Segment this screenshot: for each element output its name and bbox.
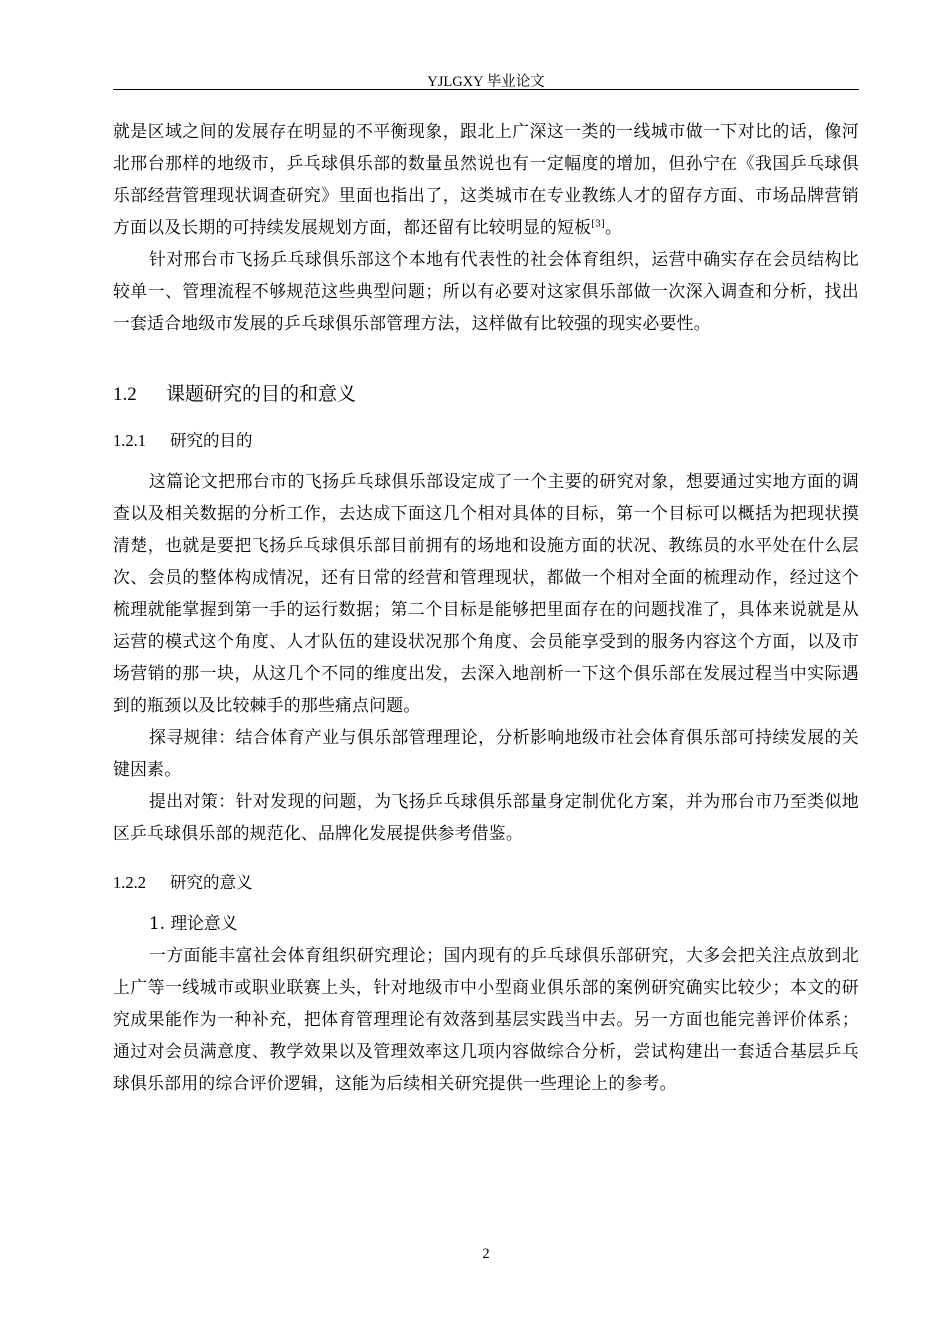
- paragraph-countermeasures: 提出对策：针对发现的问题，为飞扬乒乓球俱乐部量身定制优化方案，并为邢台市乃至类似地区乒乓球俱乐部的规范化、品牌化发展提供参考借鉴。: [113, 791, 859, 843]
- paragraph-continued: [113, 115, 859, 243]
- paragraph-text: 就是区域之间的发展存在明显的不平衡现象，跟北上广深这一类的一线城市做一下对比的话，像河北邢台那样的地级市，乒乓球俱乐部的数量虽然说也有一定幅度的增加，但孙宁在《我国乒乓球俱乐部经营管理现状调查研究》里面也指出了，这类城市在专业教练人才的留存方面、市场品牌营销方面以及长期的可持续发展规划方面，都还留有比较明显的短板: [113, 121, 859, 237]
- paragraph-theory: 一方面能丰富社会体育组织研究理论；国内现有的乒乓球俱乐部研究，大多会把关注点放到北上广等一线城市或职业联赛上头，针对地级市中小型商业俱乐部的案例研究确实比较少；本文的研究成果能作为一种补充，把体育管理理论有效落到基层实践当中去。另一方面也能完善评价体系；通过对会员满意度、教学效果以及管理效率这几项内容做综合分析，尝试构建出一套适合基层乒乓球俱乐部用的综合评价逻辑，这能为后续相关研究提供一些理论上的参考。: [113, 945, 859, 1093]
- section-number: 1.2: [113, 384, 137, 405]
- subsection-heading-purpose: [113, 425, 859, 457]
- paragraph-purpose: 这篇论文把邢台市的飞扬乒乓球俱乐部设定成了一个主要的研究对象，想要通过实地方面的调查以及相关数据的分析工作，去达成下面这几个相对具体的目标，第一个目标可以概括为把现状摸清楚，也就是要把飞扬乒乓球俱乐部目前拥有的场地和设施方面的状况、教练员的水平处在什么层次、会员的整体构成情况，还有日常的经营和管理现状，都做一个相对全面的梳理动作，经过这个梳理就能掌握到第一手的运行数据；第二个目标是能够把里面存在的问题找准了，具体来说就是从运营的模式这个角度、人才队伍的建设状况那个角度、会员能享受到的服务内容这个方面，以及市场营销的那一块，从这几个不同的维度出发，去深入地剖析一下这个俱乐部在发展过程当中实际遇到的瓶颈以及比较棘手的那些痛点问题。: [113, 471, 859, 715]
- subsection-heading-significance: [113, 867, 859, 899]
- subsection-title: 研究的目的: [170, 431, 253, 450]
- subsection-number: 1.2.2: [113, 873, 146, 892]
- header-rule: [113, 89, 859, 90]
- paragraph-necessity: 针对邢台市飞扬乒乓球俱乐部这个本地有代表性的社会体育组织，运营中确实存在会员结构比较单一、管理流程不够规范这些典型问题；所以有必要对这家俱乐部做一次深入调查和分析，找出一套适合地级市发展的乒乓球俱乐部管理方法，这样做有比较强的现实必要性。: [113, 249, 859, 333]
- paragraph-rules: 探寻规律：结合体育产业与俱乐部管理理论，分析影响地级市社会体育俱乐部可持续发展的关键因素。: [113, 727, 859, 779]
- page-header: YJLGXY 毕业论文: [427, 74, 545, 90]
- subsection-number: 1.2.1: [113, 431, 146, 450]
- section-heading: [113, 378, 859, 411]
- section-title: 课题研究的目的和意义: [166, 383, 357, 405]
- page-number: 2: [482, 1246, 490, 1262]
- paragraph-end: 。: [604, 217, 623, 237]
- subsection-title: 研究的意义: [170, 873, 253, 892]
- page-body: [113, 115, 859, 1099]
- citation-ref: [3]: [591, 219, 605, 230]
- list-item-theory: 1. 理论意义: [149, 913, 238, 933]
